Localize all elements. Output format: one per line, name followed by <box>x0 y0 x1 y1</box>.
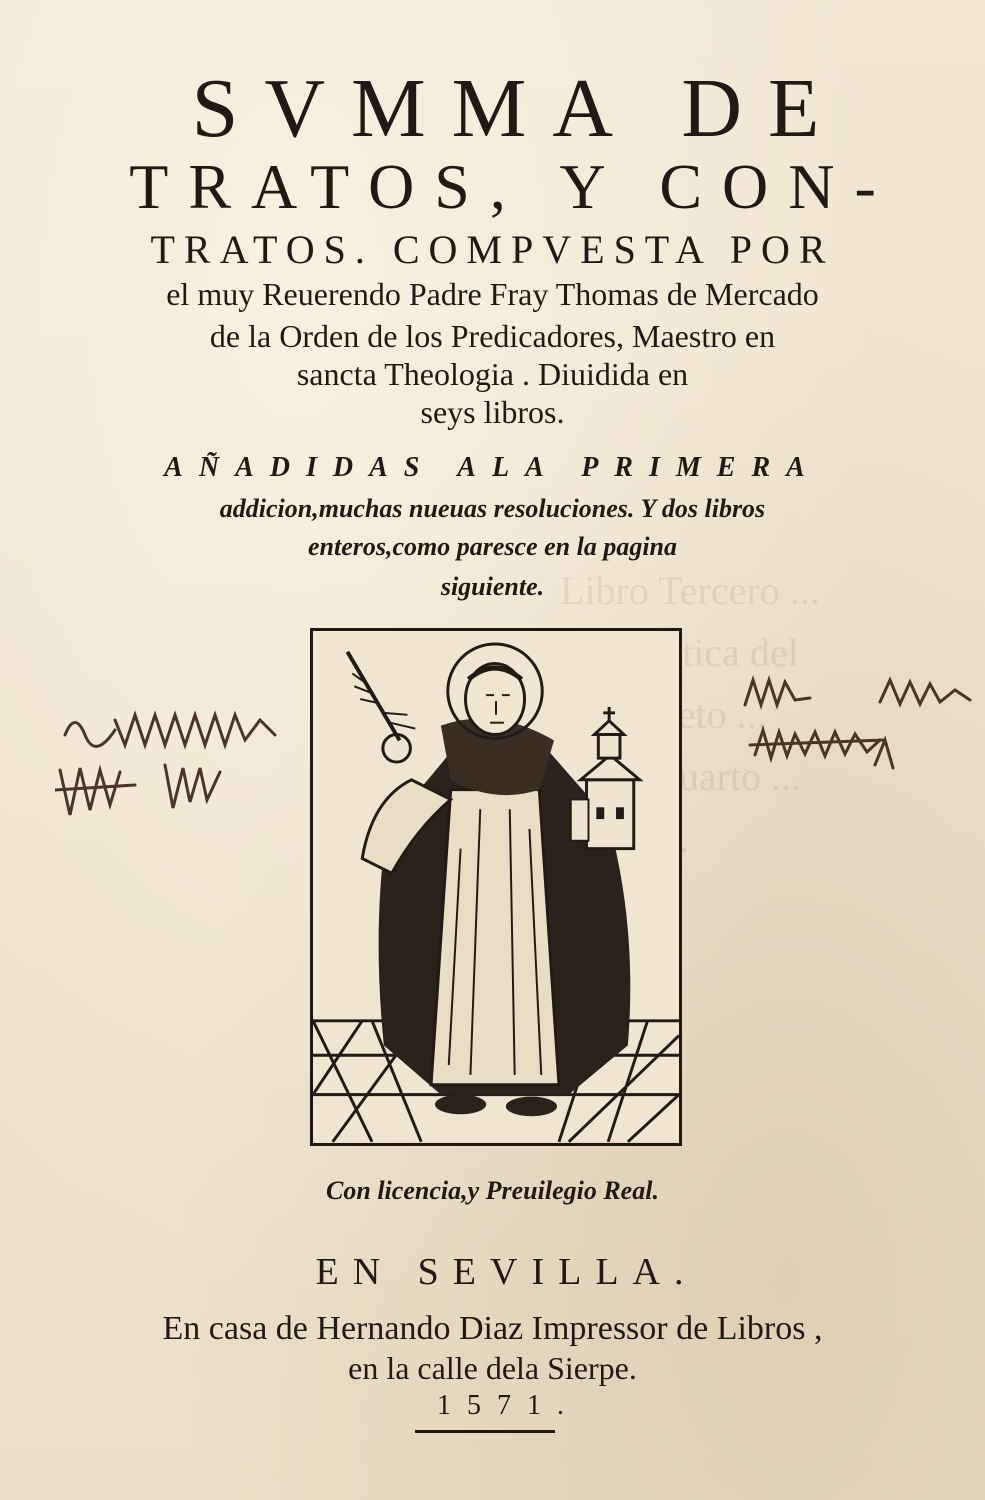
year-underline <box>415 1430 555 1433</box>
imprint-year: 1571. <box>437 1390 580 1421</box>
title-line-2: TRATOS, Y CON- <box>129 151 896 222</box>
author-line-1: el muy Reuerendo Padre Fray Thomas de Mercado <box>166 276 819 312</box>
imprint-printer: En casa de Hernando Diaz Impressor de Libros , <box>162 1310 823 1347</box>
manuscript-strikethrough-left <box>55 690 295 830</box>
imprint-place: EN SEVILLA. <box>315 1251 698 1293</box>
manuscript-strikethrough-right <box>735 670 980 800</box>
additions-line-4: siguiente. <box>440 572 545 601</box>
additions-line-3: enteros,como paresce en la pagina <box>307 532 678 561</box>
title-line-1: SVMMA DE <box>191 62 846 155</box>
additions-line-2: addicion,muchas nueuas resoluciones. Y dos libros <box>219 494 766 523</box>
ghost-line: ... <box>736 692 767 737</box>
ghost-line: Libro quarto ... <box>560 754 802 799</box>
friar-woodcut-icon <box>313 631 679 1143</box>
author-line-3: sancta Theologia . Diuidida en <box>296 356 689 392</box>
author-line-4: seys libros. <box>420 394 565 430</box>
woodcut-saint-illustration <box>310 628 682 1146</box>
imprint-street: en la calle dela Sierpe. <box>348 1350 637 1386</box>
ghost-line: Libro Tercero ... Pragmatica del <box>560 568 820 675</box>
license-line: Con licencia,y Preuilegio Real. <box>326 1176 659 1205</box>
author-line-2: de la Orden de los Predicadores, Maestro en <box>209 318 776 354</box>
additions-heading: AÑADIDAS ALA PRIMERA <box>164 452 821 483</box>
title-line-3: TRATOS. COMPVESTA POR <box>150 227 835 272</box>
